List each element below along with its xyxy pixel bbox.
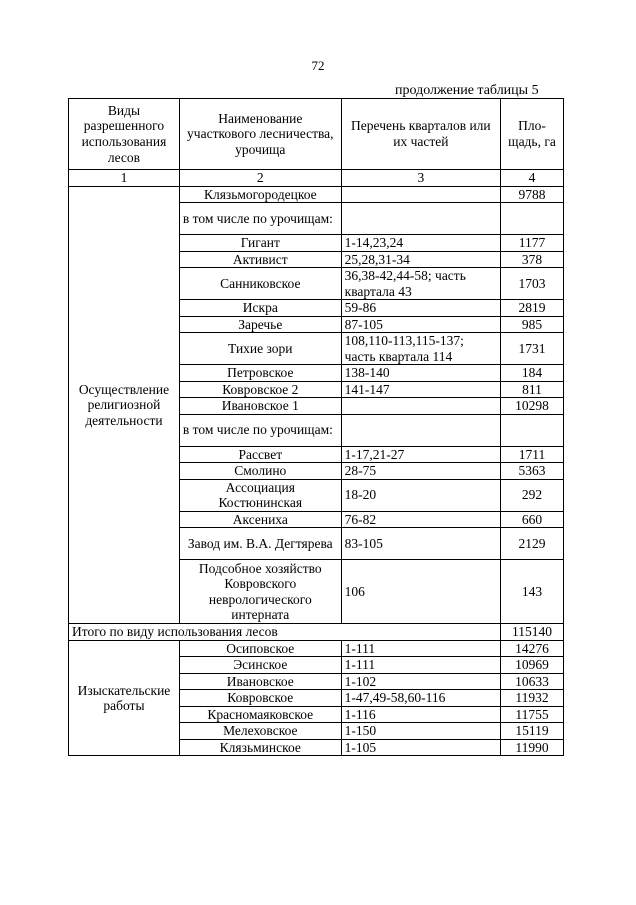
total-area-value: 115140 (501, 624, 564, 641)
quarters-list: 106 (341, 560, 500, 624)
page-number: 72 (311, 58, 325, 73)
quarters-list: 76-82 (341, 511, 500, 528)
tract-name: Петровское (179, 365, 341, 382)
forestry-name: Клязьмогородецкое (179, 186, 341, 203)
tract-name: Рассвет (179, 446, 341, 463)
area-value: 11932 (501, 690, 564, 707)
tract-name: Искра (179, 300, 341, 317)
quarters-list: 36,38-42,44-58; часть квартала 43 (341, 268, 500, 300)
table-row (69, 186, 564, 203)
quarters-list: 1-102 (341, 673, 500, 690)
column-number: 4 (501, 170, 564, 187)
column-number: 2 (179, 170, 341, 187)
area-value (501, 203, 564, 235)
quarters-list (341, 398, 500, 415)
header-use-type: Виды разрешенного использования лесов (69, 99, 180, 170)
area-value: 10969 (501, 657, 564, 674)
area-value: 660 (501, 511, 564, 528)
table-header-row (69, 99, 564, 170)
forestry-name: Красномаяковское (179, 706, 341, 723)
column-number: 1 (69, 170, 180, 187)
quarters-list (341, 203, 500, 235)
area-value: 10633 (501, 673, 564, 690)
area-value: 1177 (501, 235, 564, 252)
forestry-name: Осиповское (179, 640, 341, 657)
subheading: в том числе по урочищам: (179, 414, 341, 446)
tract-name: Смолино (179, 463, 341, 480)
tract-name: Заречье (179, 316, 341, 333)
area-value: 1731 (501, 333, 564, 365)
total-label: Итого по виду использования лесов (69, 624, 501, 641)
tract-name: Активист (179, 251, 341, 268)
header-quarters: Перечень кварталов или их частей (341, 99, 500, 170)
area-value: 292 (501, 479, 564, 511)
quarters-list: 108,110-113,115-137; часть квартала 114 (341, 333, 500, 365)
area-value: 2129 (501, 528, 564, 560)
quarters-list: 83-105 (341, 528, 500, 560)
area-value: 143 (501, 560, 564, 624)
area-value: 985 (501, 316, 564, 333)
table-row (69, 640, 564, 657)
area-value: 10298 (501, 398, 564, 415)
forestry-name: Ковровское (179, 690, 341, 707)
tract-name: Ассоциация Костюнинская (179, 479, 341, 511)
quarters-list: 28-75 (341, 463, 500, 480)
quarters-list (341, 186, 500, 203)
quarters-list: 1-111 (341, 657, 500, 674)
column-number: 3 (341, 170, 500, 187)
group-label-survey: Изыскательские работы (69, 640, 180, 756)
area-value: 11755 (501, 706, 564, 723)
tract-name: Гигант (179, 235, 341, 252)
quarters-list: 1-150 (341, 723, 500, 740)
area-value: 811 (501, 381, 564, 398)
quarters-list (341, 414, 500, 446)
area-value: 15119 (501, 723, 564, 740)
quarters-list: 25,28,31-34 (341, 251, 500, 268)
area-value: 1703 (501, 268, 564, 300)
area-value: 9788 (501, 186, 564, 203)
quarters-list: 138-140 (341, 365, 500, 382)
tract-name: Подсобное хозяйство Ковровского неврологического интерната (179, 560, 341, 624)
tract-name: Ковровское 2 (179, 381, 341, 398)
forestry-name: Мелеховское (179, 723, 341, 740)
quarters-list: 141-147 (341, 381, 500, 398)
forestry-name: Ивановское (179, 673, 341, 690)
group-label-religious: Осуществление религиозной деятельности (69, 186, 180, 624)
table-continuation-label: продолжение таблицы 5 (395, 83, 539, 98)
area-value: 14276 (501, 640, 564, 657)
quarters-list: 1-14,23,24 (341, 235, 500, 252)
area-value: 5363 (501, 463, 564, 480)
area-value: 378 (501, 251, 564, 268)
quarters-list: 1-116 (341, 706, 500, 723)
area-value: 11990 (501, 739, 564, 756)
total-row (69, 624, 564, 641)
quarters-list: 18-20 (341, 479, 500, 511)
quarters-list: 87-105 (341, 316, 500, 333)
quarters-list: 1-47,49-58,60-116 (341, 690, 500, 707)
column-number-row (69, 170, 564, 187)
forestry-name: Клязьминское (179, 739, 341, 756)
area-value: 1711 (501, 446, 564, 463)
tract-name: Аксениха (179, 511, 341, 528)
quarters-list: 1-105 (341, 739, 500, 756)
tract-name: Тихие зори (179, 333, 341, 365)
forestry-name: Эсинское (179, 657, 341, 674)
quarters-list: 59-86 (341, 300, 500, 317)
tract-name: Завод им. В.А. Дегтярева (179, 528, 341, 560)
header-forestry-name: Наименование участкового лесничества, урочища (179, 99, 341, 170)
area-value (501, 414, 564, 446)
tract-name: Санниковское (179, 268, 341, 300)
area-value: 184 (501, 365, 564, 382)
subheading: в том числе по урочищам: (179, 203, 341, 235)
forest-use-table (68, 98, 564, 756)
area-value: 2819 (501, 300, 564, 317)
quarters-list: 1-111 (341, 640, 500, 657)
quarters-list: 1-17,21-27 (341, 446, 500, 463)
forestry-name: Ивановское 1 (179, 398, 341, 415)
header-area: Пло-щадь, га (501, 99, 564, 170)
